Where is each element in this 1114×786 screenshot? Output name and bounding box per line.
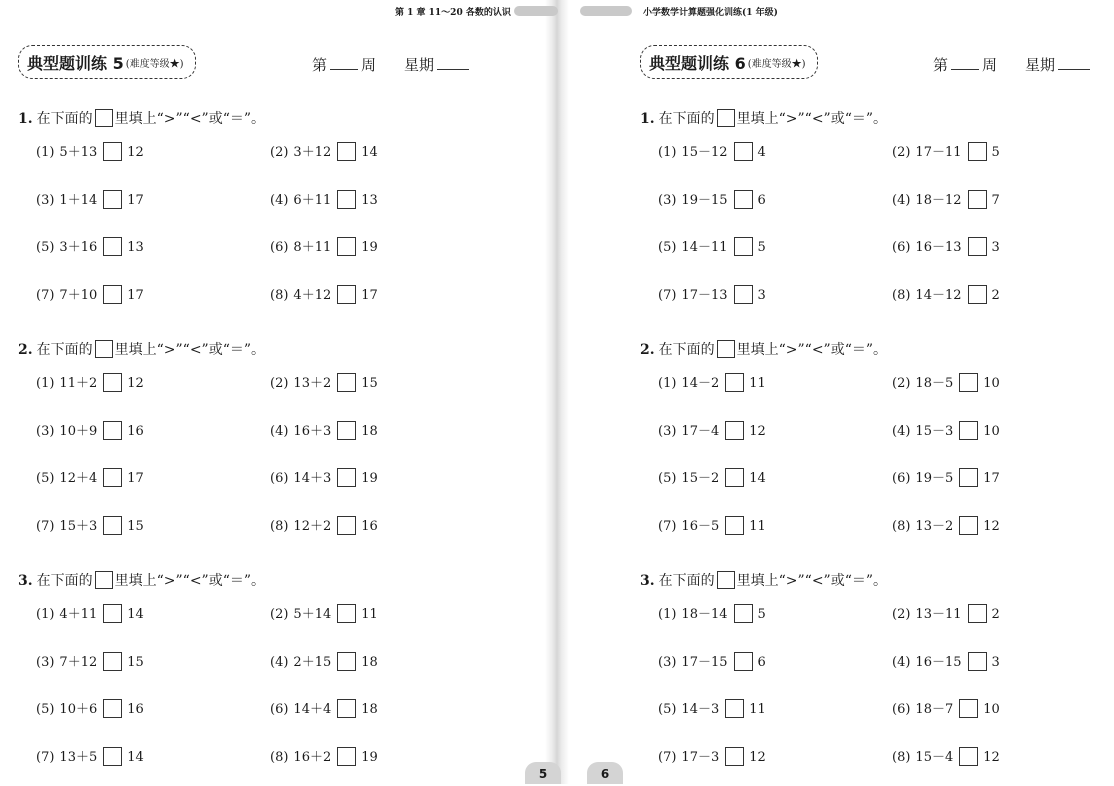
exercise-item xyxy=(36,699,144,719)
answer-box[interactable] xyxy=(725,516,744,535)
exercise-item xyxy=(892,142,1000,162)
item-label: (8) xyxy=(270,750,289,765)
item-label: (2) xyxy=(270,145,289,160)
header-decoration-bar xyxy=(514,6,558,16)
answer-box-sample xyxy=(717,109,735,127)
compare-value: 12 xyxy=(983,519,1000,534)
expression: 14＋4 xyxy=(293,702,332,717)
expression: 4＋12 xyxy=(293,288,332,303)
compare-value: 14 xyxy=(127,750,144,765)
exercise-item xyxy=(658,237,766,257)
instruction-text: 里填上“>”“<”或“＝”。 xyxy=(736,342,888,358)
answer-box[interactable] xyxy=(959,516,978,535)
compare-value: 6 xyxy=(757,193,766,208)
exercise-item xyxy=(36,747,144,767)
answer-box[interactable] xyxy=(337,237,356,256)
answer-box[interactable] xyxy=(968,604,987,623)
compare-value: 11 xyxy=(749,519,766,534)
expression: 15＋3 xyxy=(59,519,98,534)
answer-box[interactable] xyxy=(968,142,987,161)
compare-value: 16 xyxy=(127,424,144,439)
expression: 17－3 xyxy=(681,750,720,765)
instruction xyxy=(18,340,265,359)
item-label: (8) xyxy=(270,519,289,534)
exercise-item xyxy=(36,190,144,210)
expression: 18－5 xyxy=(915,376,954,391)
exercise-item xyxy=(892,190,1000,210)
compare-value: 18 xyxy=(361,655,378,670)
compare-value: 17 xyxy=(361,288,378,303)
answer-box-sample xyxy=(95,109,113,127)
answer-box[interactable] xyxy=(968,285,987,304)
exercise-item xyxy=(36,652,144,672)
item-label: (5) xyxy=(658,240,677,255)
compare-value: 18 xyxy=(361,424,378,439)
question-number: 2. xyxy=(18,342,33,358)
answer-box[interactable] xyxy=(103,237,122,256)
compare-value: 16 xyxy=(361,519,378,534)
compare-value: 19 xyxy=(361,240,378,255)
item-label: (6) xyxy=(892,471,911,486)
answer-box[interactable] xyxy=(959,468,978,487)
answer-box[interactable] xyxy=(337,604,356,623)
item-label: (8) xyxy=(892,519,911,534)
item-label: (1) xyxy=(658,145,677,160)
answer-box[interactable] xyxy=(725,373,744,392)
exercise-item xyxy=(270,516,378,536)
answer-box[interactable] xyxy=(959,421,978,440)
compare-value: 11 xyxy=(361,607,378,622)
right-title-box xyxy=(640,45,818,79)
instruction-text: 里填上“>”“<”或“＝”。 xyxy=(114,111,266,127)
expression: 16－5 xyxy=(681,519,720,534)
instruction-text: 里填上“>”“<”或“＝”。 xyxy=(736,573,888,589)
expression: 14－11 xyxy=(681,240,728,255)
compare-value: 6 xyxy=(757,655,766,670)
answer-box[interactable] xyxy=(103,421,122,440)
answer-box-sample xyxy=(95,340,113,358)
difficulty-label: (难度等级★) xyxy=(125,58,184,70)
item-label: (5) xyxy=(36,702,55,717)
item-label: (2) xyxy=(892,376,911,391)
exercise-item xyxy=(658,468,766,488)
week-label: 第 xyxy=(312,56,328,74)
left-title-box xyxy=(18,45,196,79)
answer-box[interactable] xyxy=(337,699,356,718)
exercise-item xyxy=(270,142,378,162)
compare-value: 11 xyxy=(749,702,766,717)
right-running-head: 小学数学计算题强化训练(1 年级) xyxy=(643,8,778,18)
week-blank[interactable] xyxy=(951,55,979,70)
compare-value: 17 xyxy=(127,471,144,486)
left-running-head: 第 1 章 11～20 各数的认识 xyxy=(395,8,511,18)
compare-value: 4 xyxy=(757,145,766,160)
compare-value: 19 xyxy=(361,750,378,765)
page-number: 5 xyxy=(525,762,561,784)
item-label: (3) xyxy=(658,193,677,208)
compare-value: 17 xyxy=(983,471,1000,486)
answer-box[interactable] xyxy=(968,652,987,671)
compare-value: 7 xyxy=(991,193,1000,208)
answer-box[interactable] xyxy=(103,142,122,161)
item-label: (3) xyxy=(658,655,677,670)
answer-box[interactable] xyxy=(103,190,122,209)
expression: 15－3 xyxy=(915,424,954,439)
item-label: (2) xyxy=(270,607,289,622)
exercise-item xyxy=(270,747,378,767)
compare-value: 10 xyxy=(983,376,1000,391)
item-label: (1) xyxy=(658,376,677,391)
answer-box[interactable] xyxy=(734,285,753,304)
expression: 17－11 xyxy=(915,145,962,160)
exercise-item xyxy=(270,373,378,393)
item-label: (8) xyxy=(270,288,289,303)
exercise-item xyxy=(658,285,766,305)
compare-value: 15 xyxy=(127,655,144,670)
item-label: (7) xyxy=(36,750,55,765)
item-label: (6) xyxy=(892,240,911,255)
exercise-item xyxy=(658,421,766,441)
answer-box[interactable] xyxy=(103,699,122,718)
expression: 16＋2 xyxy=(293,750,332,765)
instruction xyxy=(640,109,887,128)
item-label: (1) xyxy=(36,376,55,391)
item-label: (7) xyxy=(658,288,677,303)
answer-box[interactable] xyxy=(959,699,978,718)
instruction-text: 在下面的 xyxy=(36,342,93,358)
answer-box[interactable] xyxy=(337,285,356,304)
book-gutter xyxy=(545,0,569,784)
answer-box[interactable] xyxy=(337,516,356,535)
expression: 10＋9 xyxy=(59,424,98,439)
instruction xyxy=(18,571,265,590)
exercise-item xyxy=(36,285,144,305)
answer-box[interactable] xyxy=(725,699,744,718)
page-title: 典型题训练 6 xyxy=(649,53,746,73)
compare-value: 5 xyxy=(757,607,766,622)
exercise-item xyxy=(658,652,766,672)
item-label: (4) xyxy=(892,424,911,439)
weekday-blank[interactable] xyxy=(1058,55,1090,70)
expression: 18－14 xyxy=(681,607,728,622)
question-number: 1. xyxy=(18,111,33,127)
item-label: (4) xyxy=(892,193,911,208)
expression: 7＋12 xyxy=(59,655,98,670)
answer-box[interactable] xyxy=(968,237,987,256)
week-line xyxy=(312,54,469,75)
answer-box[interactable] xyxy=(103,468,122,487)
compare-value: 13 xyxy=(361,193,378,208)
instruction xyxy=(18,109,265,128)
question-number: 1. xyxy=(640,111,655,127)
weekday-label: 星期 xyxy=(404,56,435,74)
item-label: (8) xyxy=(892,750,911,765)
compare-value: 3 xyxy=(991,655,1000,670)
expression: 16＋3 xyxy=(293,424,332,439)
expression: 13＋5 xyxy=(59,750,98,765)
week-label: 第 xyxy=(933,56,949,74)
weekday-label: 星期 xyxy=(1025,56,1056,74)
compare-value: 3 xyxy=(757,288,766,303)
instruction-text: 在下面的 xyxy=(658,111,715,127)
instruction-text: 里填上“>”“<”或“＝”。 xyxy=(114,573,266,589)
compare-value: 19 xyxy=(361,471,378,486)
expression: 3＋12 xyxy=(293,145,332,160)
question-number: 3. xyxy=(18,573,33,589)
exercise-item xyxy=(892,747,1000,767)
exercise-item xyxy=(270,237,378,257)
answer-box[interactable] xyxy=(337,142,356,161)
exercise-item xyxy=(892,652,1000,672)
answer-box[interactable] xyxy=(337,747,356,766)
answer-box[interactable] xyxy=(337,373,356,392)
instruction-text: 在下面的 xyxy=(36,573,93,589)
item-label: (1) xyxy=(36,607,55,622)
answer-box[interactable] xyxy=(734,652,753,671)
expression: 19－15 xyxy=(681,193,728,208)
weekday-blank[interactable] xyxy=(437,55,469,70)
exercise-item xyxy=(36,142,144,162)
item-label: (6) xyxy=(270,702,289,717)
exercise-item xyxy=(36,421,144,441)
expression: 13－2 xyxy=(915,519,954,534)
expression: 18－12 xyxy=(915,193,962,208)
expression: 19－5 xyxy=(915,471,954,486)
answer-box[interactable] xyxy=(337,421,356,440)
week-blank[interactable] xyxy=(330,55,358,70)
answer-box[interactable] xyxy=(337,190,356,209)
exercise-item xyxy=(270,190,378,210)
exercise-item xyxy=(270,468,378,488)
answer-box[interactable] xyxy=(337,652,356,671)
compare-value: 2 xyxy=(991,607,1000,622)
item-label: (2) xyxy=(892,145,911,160)
exercise-item xyxy=(270,285,378,305)
expression: 5＋14 xyxy=(293,607,332,622)
expression: 16－13 xyxy=(915,240,962,255)
item-label: (5) xyxy=(658,702,677,717)
question-number: 2. xyxy=(640,342,655,358)
instruction-text: 里填上“>”“<”或“＝”。 xyxy=(114,342,266,358)
difficulty-label: (难度等级★) xyxy=(747,58,806,70)
item-label: (3) xyxy=(658,424,677,439)
compare-value: 15 xyxy=(361,376,378,391)
answer-box-sample xyxy=(717,571,735,589)
page-number: 6 xyxy=(587,762,623,784)
expression: 13＋2 xyxy=(293,376,332,391)
expression: 3＋16 xyxy=(59,240,98,255)
expression: 7＋10 xyxy=(59,288,98,303)
item-label: (6) xyxy=(892,702,911,717)
exercise-item xyxy=(36,468,144,488)
answer-box-sample xyxy=(717,340,735,358)
expression: 14－12 xyxy=(915,288,962,303)
item-label: (6) xyxy=(270,471,289,486)
compare-value: 16 xyxy=(127,702,144,717)
item-label: (4) xyxy=(270,424,289,439)
expression: 16－15 xyxy=(915,655,962,670)
compare-value: 12 xyxy=(983,750,1000,765)
item-label: (7) xyxy=(658,519,677,534)
exercise-item xyxy=(270,421,378,441)
answer-box[interactable] xyxy=(103,285,122,304)
item-label: (8) xyxy=(892,288,911,303)
answer-box[interactable] xyxy=(725,421,744,440)
answer-box[interactable] xyxy=(103,604,122,623)
answer-box[interactable] xyxy=(734,142,753,161)
compare-value: 12 xyxy=(749,750,766,765)
exercise-item xyxy=(36,237,144,257)
compare-value: 15 xyxy=(127,519,144,534)
expression: 15－12 xyxy=(681,145,728,160)
expression: 18－7 xyxy=(915,702,954,717)
item-label: (5) xyxy=(36,240,55,255)
answer-box[interactable] xyxy=(959,373,978,392)
expression: 15－4 xyxy=(915,750,954,765)
instruction-text: 里填上“>”“<”或“＝”。 xyxy=(736,111,888,127)
expression: 11＋2 xyxy=(59,376,98,391)
exercise-item xyxy=(892,468,1000,488)
expression: 14－2 xyxy=(681,376,720,391)
answer-box[interactable] xyxy=(968,190,987,209)
item-label: (1) xyxy=(658,607,677,622)
expression: 6＋11 xyxy=(293,193,332,208)
expression: 17－13 xyxy=(681,288,728,303)
expression: 14＋3 xyxy=(293,471,332,486)
exercise-item xyxy=(892,285,1000,305)
item-label: (1) xyxy=(36,145,55,160)
exercise-item xyxy=(658,699,766,719)
item-label: (3) xyxy=(36,424,55,439)
answer-box[interactable] xyxy=(103,373,122,392)
exercise-item xyxy=(892,421,1000,441)
item-label: (4) xyxy=(270,193,289,208)
exercise-item xyxy=(658,604,766,624)
compare-value: 10 xyxy=(983,424,1000,439)
answer-box[interactable] xyxy=(734,237,753,256)
item-label: (3) xyxy=(36,193,55,208)
item-label: (3) xyxy=(36,655,55,670)
exercise-item xyxy=(36,516,144,536)
expression: 10＋6 xyxy=(59,702,98,717)
instruction-text: 在下面的 xyxy=(658,342,715,358)
exercise-item xyxy=(270,652,378,672)
exercise-item xyxy=(892,699,1000,719)
compare-value: 17 xyxy=(127,288,144,303)
expression: 12＋4 xyxy=(59,471,98,486)
answer-box[interactable] xyxy=(734,604,753,623)
exercise-item xyxy=(658,516,766,536)
answer-box[interactable] xyxy=(103,747,122,766)
item-label: (6) xyxy=(270,240,289,255)
compare-value: 10 xyxy=(983,702,1000,717)
instruction xyxy=(640,340,887,359)
answer-box[interactable] xyxy=(725,747,744,766)
week-line xyxy=(933,54,1090,75)
answer-box[interactable] xyxy=(725,468,744,487)
exercise-item xyxy=(658,373,766,393)
answer-box[interactable] xyxy=(103,516,122,535)
answer-box[interactable] xyxy=(103,652,122,671)
item-label: (2) xyxy=(892,607,911,622)
compare-value: 14 xyxy=(361,145,378,160)
answer-box[interactable] xyxy=(959,747,978,766)
item-label: (5) xyxy=(36,471,55,486)
answer-box[interactable] xyxy=(337,468,356,487)
expression: 17－15 xyxy=(681,655,728,670)
item-label: (4) xyxy=(892,655,911,670)
instruction xyxy=(640,571,887,590)
exercise-item xyxy=(892,516,1000,536)
answer-box-sample xyxy=(95,571,113,589)
exercise-item xyxy=(36,604,144,624)
expression: 13－11 xyxy=(915,607,962,622)
compare-value: 12 xyxy=(127,145,144,160)
compare-value: 14 xyxy=(749,471,766,486)
item-label: (7) xyxy=(36,519,55,534)
compare-value: 5 xyxy=(991,145,1000,160)
page-title: 典型题训练 5 xyxy=(27,53,124,73)
expression: 2＋15 xyxy=(293,655,332,670)
item-label: (2) xyxy=(270,376,289,391)
exercise-item xyxy=(892,373,1000,393)
expression: 4＋11 xyxy=(59,607,98,622)
compare-value: 17 xyxy=(127,193,144,208)
compare-value: 12 xyxy=(127,376,144,391)
expression: 15－2 xyxy=(681,471,720,486)
expression: 8＋11 xyxy=(293,240,332,255)
exercise-item xyxy=(270,699,378,719)
week-unit: 周 xyxy=(361,56,377,74)
exercise-item xyxy=(892,237,1000,257)
exercise-item xyxy=(892,604,1000,624)
compare-value: 14 xyxy=(127,607,144,622)
item-label: (4) xyxy=(270,655,289,670)
expression: 5＋13 xyxy=(59,145,98,160)
instruction-text: 在下面的 xyxy=(36,111,93,127)
answer-box[interactable] xyxy=(734,190,753,209)
item-label: (7) xyxy=(36,288,55,303)
exercise-item xyxy=(270,604,378,624)
compare-value: 12 xyxy=(749,424,766,439)
question-number: 3. xyxy=(640,573,655,589)
compare-value: 3 xyxy=(991,240,1000,255)
exercise-item xyxy=(36,373,144,393)
expression: 1＋14 xyxy=(59,193,98,208)
instruction-text: 在下面的 xyxy=(658,573,715,589)
item-label: (7) xyxy=(658,750,677,765)
header-decoration-bar xyxy=(580,6,632,16)
item-label: (5) xyxy=(658,471,677,486)
compare-value: 11 xyxy=(749,376,766,391)
expression: 12＋2 xyxy=(293,519,332,534)
compare-value: 5 xyxy=(757,240,766,255)
expression: 17－4 xyxy=(681,424,720,439)
compare-value: 2 xyxy=(991,288,1000,303)
exercise-item xyxy=(658,747,766,767)
exercise-item xyxy=(658,142,766,162)
expression: 14－3 xyxy=(681,702,720,717)
exercise-item xyxy=(658,190,766,210)
compare-value: 18 xyxy=(361,702,378,717)
compare-value: 13 xyxy=(127,240,144,255)
week-unit: 周 xyxy=(982,56,998,74)
